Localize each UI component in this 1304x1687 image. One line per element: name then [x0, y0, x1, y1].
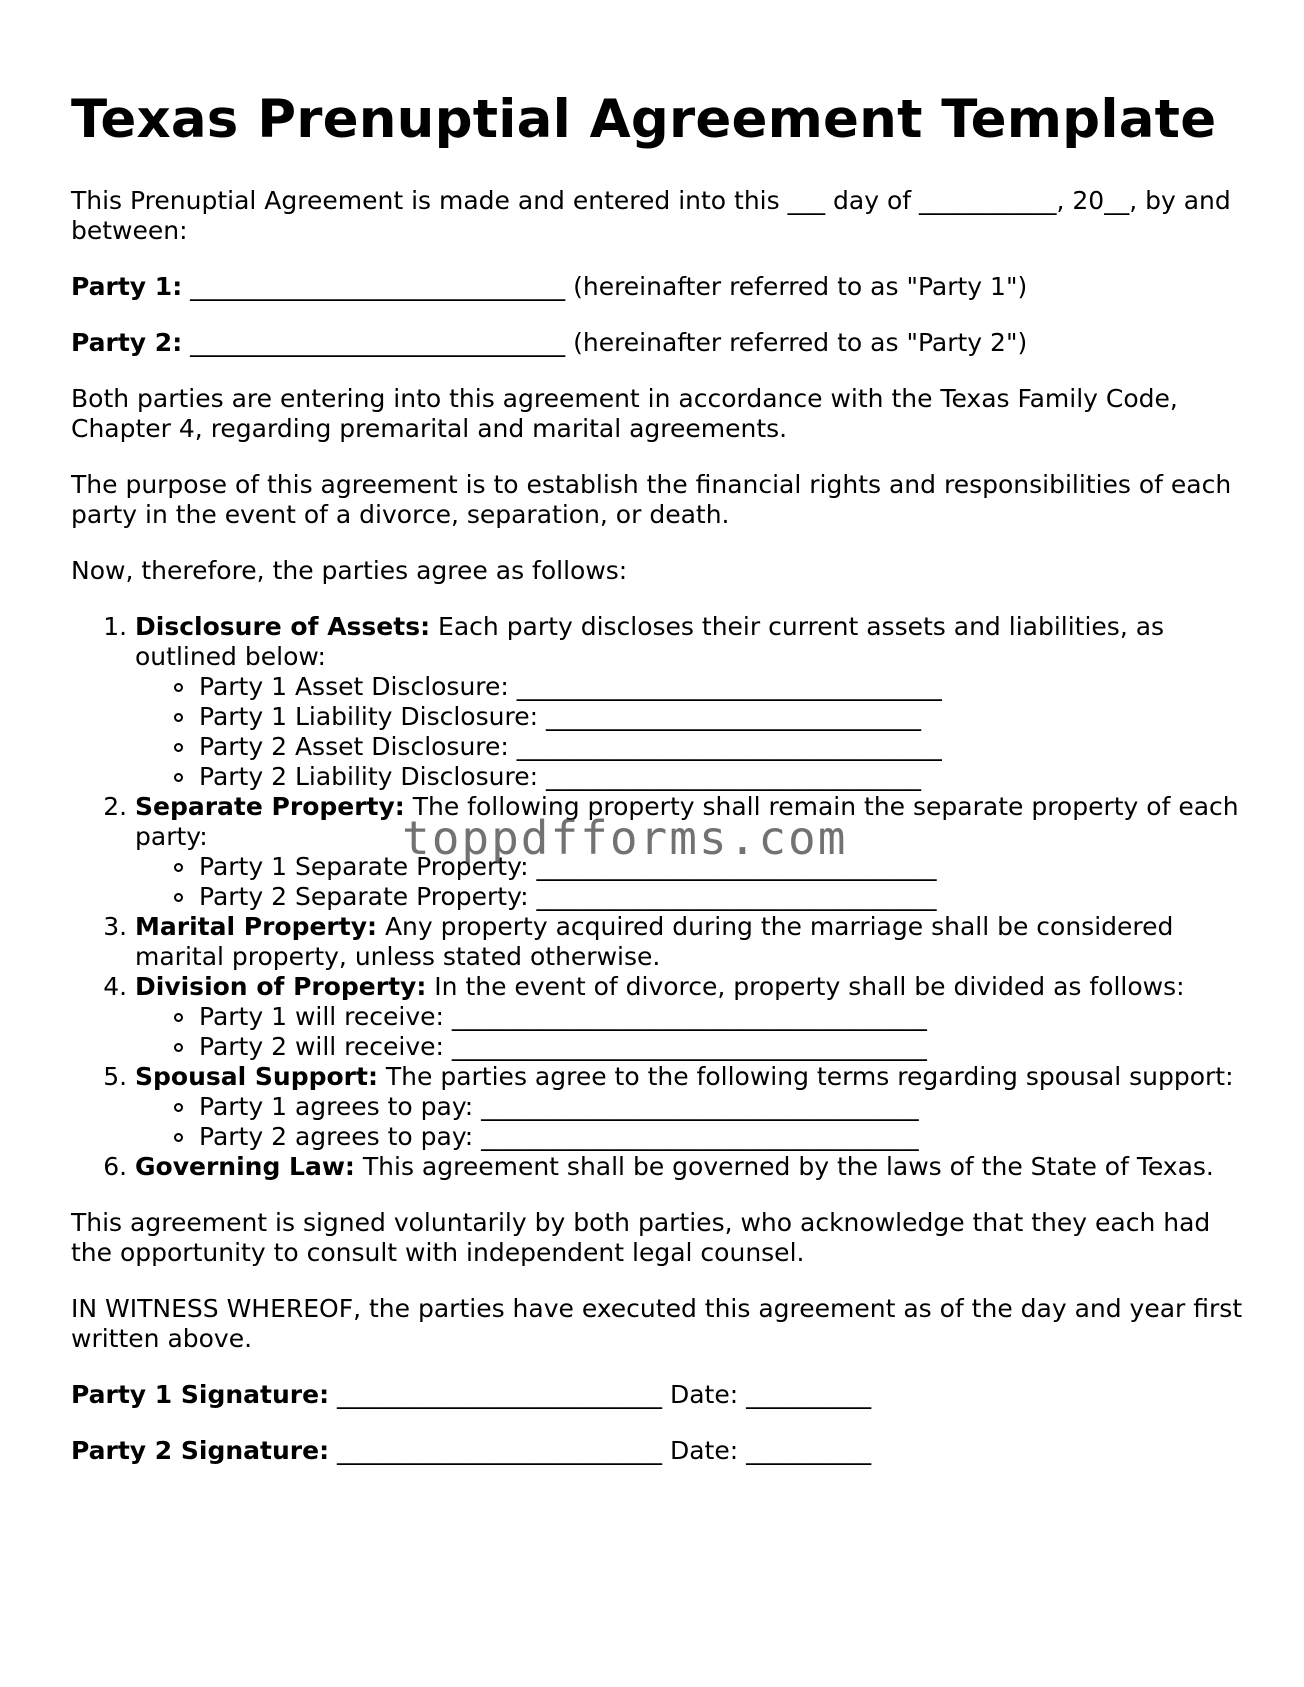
- voluntary-paragraph: This agreement is signed voluntarily by both parties, who acknowledge that they each had the opportunity to consult with independent legal counsel.: [71, 1208, 1211, 1267]
- clause-marital-property: [135, 912, 1251, 972]
- party-1-signature-label: Party 1 Signature:: [71, 1380, 330, 1409]
- list-item: Party 2 will receive: ______________________________________: [199, 1032, 1251, 1062]
- clause-list: [71, 612, 1251, 1182]
- clause-text: The parties agree to the following terms regarding spousal support:: [377, 1062, 1234, 1091]
- family-code-paragraph: Both parties are entering into this agreement in accordance with the Texas Family Code, Chapter 4, regarding premarital and marital agreements.: [71, 384, 1178, 443]
- list-item: Party 1 Liability Disclosure: ______________________________: [199, 702, 1251, 732]
- clause-heading: Governing Law:: [135, 1152, 355, 1181]
- clause-text: Each party discloses their current assets and liabilities, as outlined below:: [135, 612, 1165, 671]
- clause-heading: Disclosure of Assets:: [135, 612, 431, 641]
- party-1-line: [71, 272, 1251, 302]
- party-2-signature-line: [71, 1436, 1251, 1466]
- list-item: Party 1 Separate Property: ________________________________: [199, 852, 1251, 882]
- party-2-signature-text: __________________________ Date: __________: [329, 1436, 872, 1465]
- list-item: Party 2 Asset Disclosure: __________________________________: [199, 732, 1251, 762]
- clause-text: In the event of divorce, property shall be divided as follows:: [426, 972, 1185, 1001]
- document-page: [71, 88, 1251, 1492]
- clause-heading: Spousal Support:: [135, 1062, 378, 1091]
- party-2-signature-label: Party 2 Signature:: [71, 1436, 330, 1465]
- purpose-paragraph: The purpose of this agreement is to establish the financial rights and responsibilities of each party in the event of a divorce, separation, or death.: [71, 470, 1232, 529]
- list-item: Party 1 agrees to pay: ___________________________________: [199, 1092, 1251, 1122]
- agree-paragraph: Now, therefore, the parties agree as follows:: [71, 556, 628, 585]
- clause-heading: Separate Property:: [135, 792, 405, 821]
- clause-division: [135, 972, 1251, 1062]
- page-title: Texas Prenuptial Agreement Template: [71, 89, 1217, 150]
- clause-sublist: [135, 672, 1251, 792]
- party-2-label: Party 2:: [71, 328, 183, 357]
- intro-paragraph: This Prenuptial Agreement is made and entered into this ___ day of ___________, 20__, by and between:: [71, 186, 1231, 245]
- clause-governing-law: [135, 1152, 1251, 1182]
- clause-heading: Marital Property:: [135, 912, 377, 941]
- clause-text: Any property acquired during the marriage shall be considered marital property, unless stated otherwise.: [135, 912, 1174, 971]
- list-item: Party 2 Liability Disclosure: ______________________________: [199, 762, 1251, 792]
- party-2-line: [71, 328, 1251, 358]
- party-1-signature-line: [71, 1380, 1251, 1410]
- list-item: Party 2 agrees to pay: ___________________________________: [199, 1122, 1251, 1152]
- watermark: toppdfforms.com: [402, 811, 848, 865]
- clause-sublist: [135, 1092, 1251, 1152]
- witness-paragraph: IN WITNESS WHEREOF, the parties have executed this agreement as of the day and year first written above.: [71, 1294, 1243, 1353]
- list-item: Party 1 Asset Disclosure: __________________________________: [199, 672, 1251, 702]
- clause-heading: Division of Property:: [135, 972, 427, 1001]
- party-2-text: ______________________________ (hereinafter referred to as "Party 2"): [182, 328, 1028, 357]
- clause-disclosure: [135, 612, 1251, 792]
- clause-text: This agreement shall be governed by the laws of the State of Texas.: [354, 1152, 1214, 1181]
- clause-sublist: [135, 1002, 1251, 1062]
- list-item: Party 1 will receive: ______________________________________: [199, 1002, 1251, 1032]
- party-1-text: ______________________________ (hereinafter referred to as "Party 1"): [182, 272, 1028, 301]
- clause-text: The following property shall remain the separate property of each party:: [135, 792, 1239, 851]
- party-1-signature-text: __________________________ Date: __________: [329, 1380, 872, 1409]
- list-item: Party 2 Separate Property: ________________________________: [199, 882, 1251, 912]
- party-1-label: Party 1:: [71, 272, 183, 301]
- clause-spousal-support: [135, 1062, 1251, 1152]
